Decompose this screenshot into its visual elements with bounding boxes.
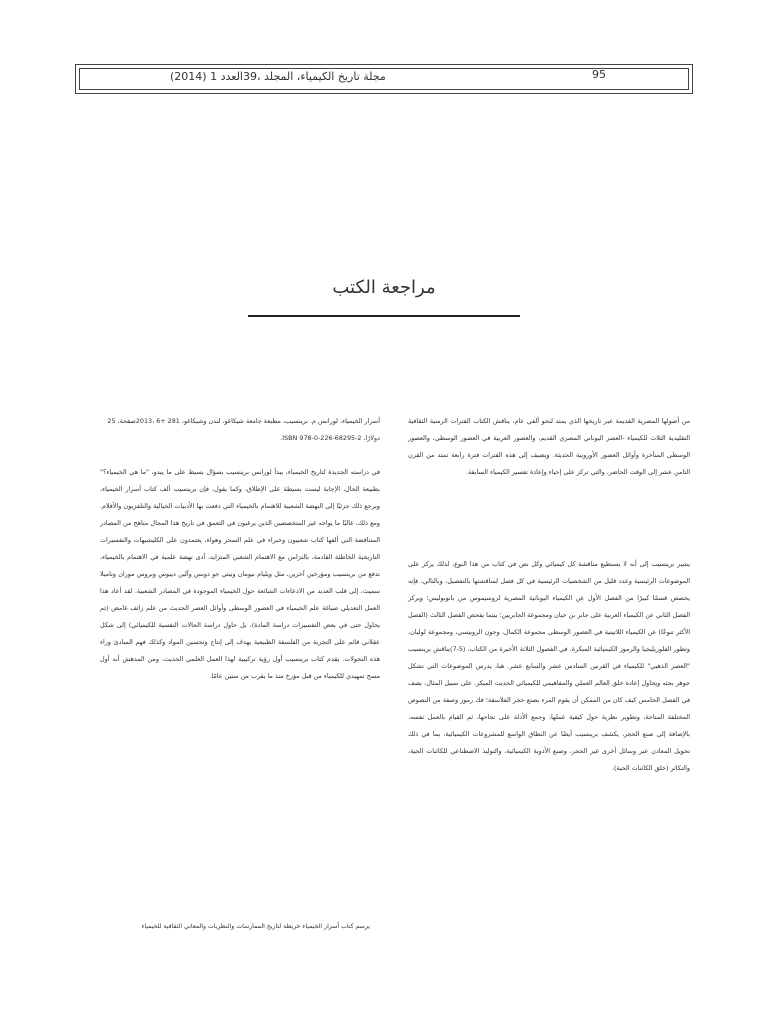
journal-title: مجلة تاريخ الكيمياء، المجلد ،39العدد 1 (2014) bbox=[170, 70, 386, 83]
left-column-body bbox=[100, 464, 380, 685]
right-column-body bbox=[408, 556, 690, 777]
left-paragraph: في دراسته الجديدة لتاريخ الخيمياء، يبدأ لورانس برينسيب بسؤال بسيط على ما يبدو، "ما هي الخيمياء؟" بطبيعة الحال، الإجابة ليست بسيطة على الإطلاق، وكما يقول، فإن برينسيب ألف كتاب أسرار الخيمياء، ويرجع ذلك جزئيًا إلى النهضة الشعبية للاهتمام بالخيمياء التي دفعت بها الأدبيات الخيالية والتلفزيون والأفلام. ومع ذلك، غالبًا ما يواجه غير المتخصصين الذين يرغبون في التعمق في تاريخ هذا المجال مناهج من المصادر المتناقضة التي ألفها كتاب شعبيون وخبراء في علم السحر وهواة، يعتمدون على الكليشيهات والتفسيرات التاريخية الخاطئة القادمة، بالتزامن مع الاهتمام الشعبي المتزايد، أدى نهضة علمية في الاهتمام بالخيمياء، تدفع من برينسيب ومؤرخين آخرين، مثل ويليام نيومان وبيتي جو دوبس وآلين ديبوس وبروس موران وتاميلا سميث، إلى قلب العديد من الادعاءات الشائعة حول الخيمياء الموجودة في المصادر الشعبية. لقد أعاد هذا العمل التعديلي صياغة علم الخيمياء في العصور الوسطى وأوائل العصر الحديث من علم زائف غامض (ثم يحاول حتى في بعض التفسيرات دراسة المادة)، بل حاول دراسة الحالات النفسية للكيميائي) إلى شكل عقلاني قائم على التجربة من الفلسفة الطبيعية يهدف إلى إنتاج وتحسين المواد وكذلك فهم المبادئ وراء هذه التحولات. يقدم كتاب برينسيب أول رؤية تركيبية لهذا العمل العلمي الحديث، ومن المدهش أنه أول مسح تمهيدي للكيمياء من قبل مؤرخ منذ ما يقرب من ستين عامًا. bbox=[100, 468, 380, 680]
title-divider bbox=[248, 315, 520, 317]
citation-line-1: أسرار الخيمياء، لورانس م. برينسيب، مطبعة جامعة شيكاغو، لندن وشيكاغو، 281 +6 ،2013صفحة، 25 bbox=[107, 417, 380, 425]
footnote: يرسم كتاب أسرار الخيمياء خريطة لتاريخ الممارسات والنظريات والمعاني الثقافية للخيمياء bbox=[141, 923, 370, 930]
right-column-intro bbox=[408, 413, 690, 481]
section-title: مراجعة الكتب bbox=[332, 277, 436, 298]
book-citation bbox=[100, 413, 380, 447]
right-paragraph-2: يشير برينسيب إلى أنه لا يستطيع مناقشة كل كيميائي وكل نص في كتاب من هذا النوع، لذلك يركز على الموضوعات الرئيسية وعدد قليل من الشخصيات الرئيسية في كل فصل لمناقشتها بالتفصيل، وبالتالي، فإنه يخصص قسمًا كبيرًا من الفصل الأول عن الكيمياء اليونانية المصرية لزوسيموس من بانوبوليس؛ ويركز الفصل الثاني عن الكيمياء العربية على جابر بن حيان ومجموعة الجابريين؛ بينما يفحص الفصل الثالث (الفصل الأكثر تنوعًا) عن الكيمياء اللاتينية في العصور الوسطى مجموعة الكمال، وجون الروبيسي، ومجموعة لوليان، وتطور الفلوريليجيا والرموز الكيميائية المبكرة. في الفصول الثلاثة الأخيرة من الكتاب، (5-7)يناقش برينسيب "العصر الذهبي" للكيمياء في القرنين السادس عشر والسابع عشر. هنا، يدرس الموضوعات التي تشكل جوهر بحثه ويحاول إعادة خلق العالم العملي والمفاهيمي للكيميائي الحديث المبكر. على سبيل المثال، يصف في الفصل الخامس كيف كان من الممكن أن يقوم المرء بصنع حجر الفلاسفة؛ فك رموز وصفة من النصوص المختلفة المتاحة، وتطوير نظرية حول كيفية عملها، وجمع الأدلة على نجاحها، ثم القيام بالعمل نفسه. بالإضافة إلى صنع الحجر، يكشف برينسيب أيضًا عن النطاق الواسع للمشروعات الكيميائية، بما في ذلك تحويل المعادن عبر وسائل أخرى غير الحجر، وصنع الأدوية الكيميائية، والتوليد الاصطناعي للكائنات الحية، والتكاثر (خلق الكائنات الحية). bbox=[408, 560, 690, 772]
right-paragraph-1: من أصولها المصرية القديمة عبر تاريخها الذي يمتد لنحو ألفي عام، يناقش الكتاب الفترات الزمنية الثقافية التقليدية الثلاث للكيمياء -العصر اليوناني المصري القديم، والعصور العربية في العصور الوسطى، والعصور الوسطى المتأخرة وأوائل العصور الأوروبية الحديثة. ويضيف إلى هذه الفترات فترة رابعة تمتد من القرن الثامن عشر إلى الوقت الحاضر، والتي تركز على إحياء وإعادة تفسير الكيمياء السابقة. bbox=[408, 417, 690, 476]
citation-line-2: دولارًا، ISBN 978-0-226-68295-2. bbox=[280, 434, 380, 442]
page-number: 95 bbox=[592, 68, 606, 81]
